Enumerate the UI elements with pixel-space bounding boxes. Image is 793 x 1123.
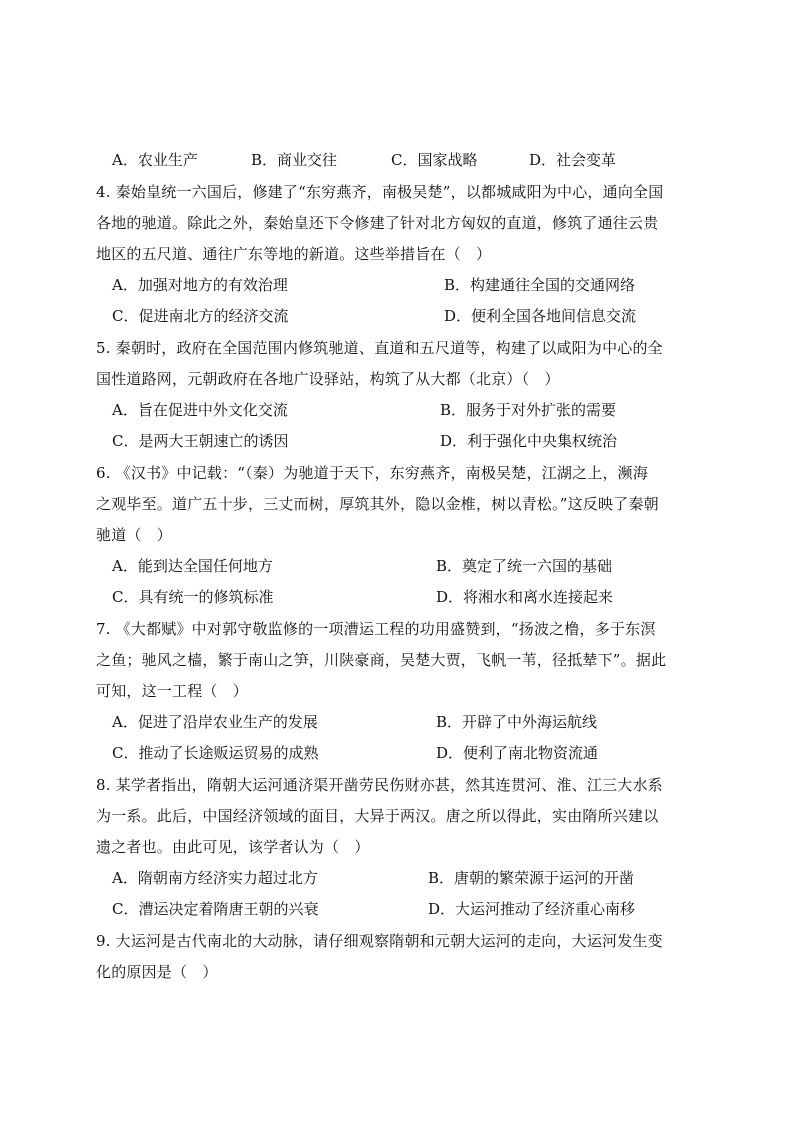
q8-stem-line-2: 为一系。此后，中国经济领域的面目，大异于两汉。唐之所以得此，实由隋所兴建以 <box>96 807 659 825</box>
q3-option-b: B．商业交往 <box>251 151 338 169</box>
q5-option-c: C．是两大王朝速亡的诱因 <box>112 432 289 450</box>
q7-option-d: D．便利了南北物资流通 <box>436 744 599 762</box>
q4-option-b: B．构建通往全国的交通网络 <box>444 276 636 294</box>
q4-stem-line-3: 地区的五尺道、通往广东等地的新道。这些举措旨在（ ） <box>96 245 492 263</box>
q5-option-d: D．利于强化中央集权统治 <box>440 432 618 450</box>
q6-stem-line-3: 驰道（ ） <box>96 526 173 544</box>
q6-option-b: B．奠定了统一六国的基础 <box>436 557 613 575</box>
q8-option-d: D．大运河推动了经济重心南移 <box>428 900 636 918</box>
q7-stem-line-1: 7. 《大都赋》中对郭守敬监修的一项漕运工程的功用盛赞到，“扬波之橹，多于东溟 <box>96 620 656 638</box>
q7-stem-line-3: 可知，这一工程（ ） <box>96 682 249 700</box>
q6-option-d: D．将湘水和离水连接起来 <box>436 588 614 606</box>
q5-stem-line-2: 国性道路网，元朝政府在各地广设驿站，构筑了从大都（北京）（ ） <box>96 370 560 388</box>
q5-option-a: A．旨在促进中外文化交流 <box>112 401 288 419</box>
q3-option-a: A．农业生产 <box>112 151 198 169</box>
q8-stem-line-3: 遗之者也。由此可见，该学者认为（ ） <box>96 838 370 856</box>
q4-option-d: D．便利全国各地间信息交流 <box>444 307 637 325</box>
q7-stem-line-2: 之鱼；驰风之樯，繁于南山之笋，川陕豪商，吴楚大贾，飞帆一苇，径抵辇下”。据此 <box>96 651 667 669</box>
q8-option-b: B．唐朝的繁荣源于运河的开凿 <box>428 869 635 887</box>
q5-stem-line-1: 5. 秦朝时，政府在全国范围内修筑驰道、直道和五尺道等，构建了以咸阳为中心的全 <box>96 339 663 357</box>
q3-option-c: C．国家战略 <box>391 151 478 169</box>
q4-option-c: C．促进南北方的经济交流 <box>112 307 289 325</box>
q4-option-a: A．加强对地方的有效治理 <box>112 276 288 294</box>
q4-stem-line-1: 4. 秦始皇统一六国后，修建了“东穷燕齐，南极吴楚”，以都城咸阳为中心，通向全国 <box>96 183 664 201</box>
q7-option-b: B．开辟了中外海运航线 <box>436 713 598 731</box>
q6-option-a: A．能到达全国任何地方 <box>112 557 273 575</box>
q6-stem-line-1: 6. 《汉书》中记载：“（秦）为驰道于天下，东穷燕齐，南极吴楚，江湖之上，濒海 <box>96 464 649 482</box>
q8-option-a: A．隋朝南方经济实力超过北方 <box>112 869 318 887</box>
q3-option-d: D．社会变革 <box>529 151 617 169</box>
q6-option-c: C．具有统一的修筑标准 <box>112 588 274 606</box>
q9-stem-line-2: 化的原因是（ ） <box>96 963 218 981</box>
q9-stem-line-1: 9. 大运河是古代南北的大动脉，请仔细观察隋朝和元朝大运河的走向，大运河发生变 <box>96 932 663 950</box>
q7-option-c: C．推动了长途贩运贸易的成熟 <box>112 744 319 762</box>
q5-option-b: B．服务于对外扩张的需要 <box>440 401 617 419</box>
q8-option-c: C．漕运决定着隋唐王朝的兴衰 <box>112 900 319 918</box>
q6-stem-line-2: 之观毕至。道广五十步，三丈而树，厚筑其外，隐以金椎，树以青松。”这反映了秦朝 <box>96 495 659 513</box>
q4-stem-line-2: 各地的驰道。除此之外，秦始皇还下令修建了针对北方匈奴的直道，修筑了通往云贵 <box>96 214 659 232</box>
q7-option-a: A．促进了沿岸农业生产的发展 <box>112 713 318 731</box>
q8-stem-line-1: 8. 某学者指出，隋朝大运河通济渠开凿劳民伤财亦甚，然其连贯河、淮、江三大水系 <box>96 776 663 794</box>
